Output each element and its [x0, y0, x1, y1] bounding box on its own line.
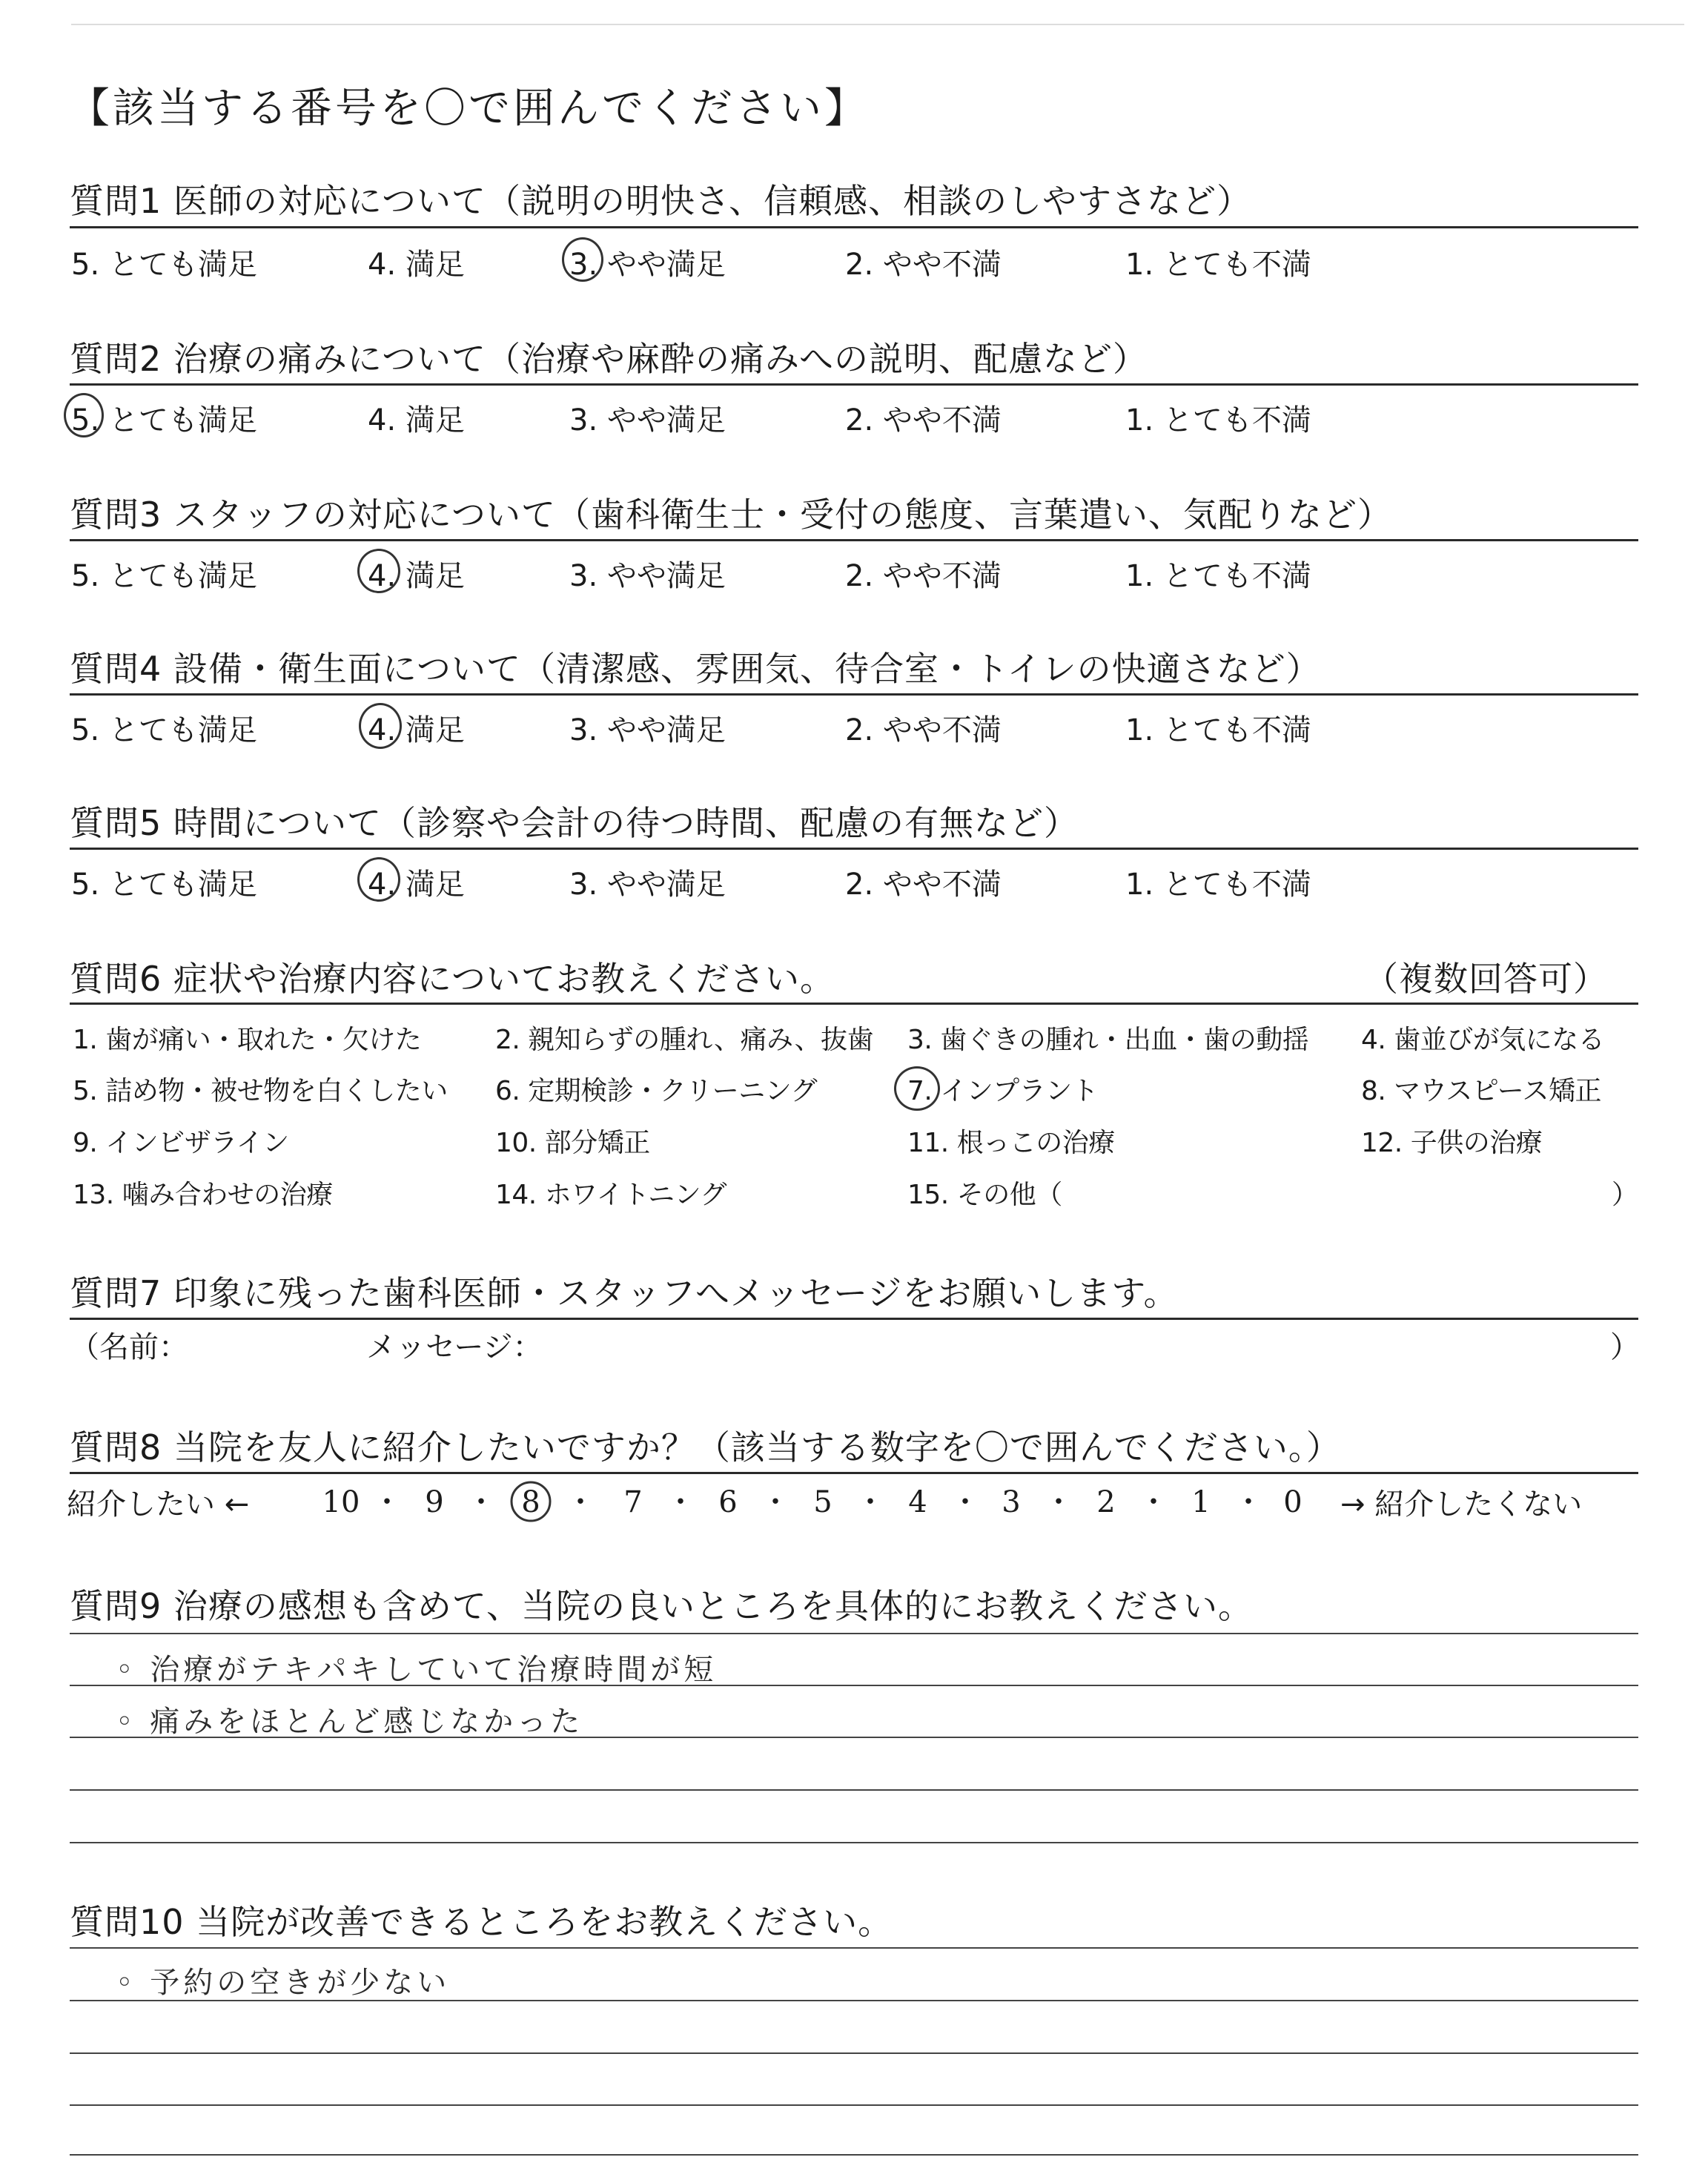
q4-option-1[interactable]: 1. とても不満 — [1125, 713, 1311, 747]
q6-item-2[interactable]: 2. 親知らずの腫れ、痛み、抜歯 — [495, 1025, 874, 1055]
q8-scale-7[interactable]: 7 — [623, 1485, 643, 1519]
q8-dot: ・ — [761, 1485, 790, 1519]
q2-answer-circle — [64, 393, 104, 437]
q8-scale-3[interactable]: 3 — [1002, 1485, 1021, 1519]
q6-item-12[interactable]: 12. 子供の治療 — [1361, 1128, 1543, 1158]
q5-option-2[interactable]: 2. やや不満 — [845, 868, 1002, 902]
q9-line — [70, 1789, 1638, 1791]
q8-scale-svg — [316, 1481, 1306, 1522]
q3-heading: 質問3 スタッフの対応について（歯科衛生士・受付の態度、言葉遣い、気配りなど） — [70, 495, 1392, 535]
q9-heading: 質問9 治療の感想も含めて、当院の良いところを具体的にお教えください。 — [70, 1586, 1253, 1626]
q7-name-label: （名前： — [70, 1330, 188, 1364]
q1-rule — [70, 226, 1638, 228]
q8-left-label: 紹介したい ← — [67, 1487, 250, 1522]
q7-close-paren: ） — [1610, 1330, 1640, 1364]
q3-option-2[interactable]: 2. やや不満 — [845, 559, 1002, 593]
q8-scale-1[interactable]: 1 — [1191, 1485, 1211, 1519]
q7-heading: 質問7 印象に残った歯科医師・スタッフへメッセージをお願いします。 — [70, 1273, 1179, 1313]
q1-option-5[interactable]: 5. とても満足 — [71, 248, 257, 282]
q1-heading: 質問1 医師の対応について（説明の明快さ、信頼感、相談のしやすさなど） — [70, 181, 1252, 221]
q8-dot: ・ — [372, 1485, 402, 1519]
q3-option-5[interactable]: 5. とても満足 — [71, 559, 257, 593]
q8-scale-6[interactable]: 6 — [718, 1485, 738, 1519]
q6-item-9[interactable]: 9. インビザライン — [73, 1128, 289, 1158]
q3-option-3[interactable]: 3. やや満足 — [569, 559, 726, 593]
q6-answer-circle — [894, 1066, 940, 1111]
q8-dot: ・ — [466, 1485, 496, 1519]
q5-option-4[interactable]: 4. 満足 — [368, 868, 465, 902]
q2-option-5[interactable]: 5. とても満足 — [71, 403, 257, 437]
q9-answer-2: ◦ 痛みをほとんど感じなかった — [116, 1705, 584, 1739]
q2-option-3[interactable]: 3. やや満足 — [569, 403, 726, 437]
q2-option-4[interactable]: 4. 満足 — [368, 403, 465, 437]
q3-answer-circle — [357, 549, 400, 593]
q5-answer-circle — [357, 857, 400, 902]
q8-scale-5[interactable]: 5 — [813, 1485, 833, 1519]
q8-scale-4[interactable]: 4 — [908, 1485, 927, 1519]
q8-heading: 質問8 当院を友人に紹介したいですか？（該当する数字を〇で囲んでください。） — [70, 1427, 1341, 1467]
q8-rule — [70, 1472, 1638, 1474]
q4-option-5[interactable]: 5. とても満足 — [71, 713, 257, 747]
q2-rule — [70, 383, 1638, 386]
q5-rule — [70, 848, 1638, 850]
q6-item-14[interactable]: 14. ホワイトニング — [495, 1180, 726, 1210]
q4-answer-circle — [359, 703, 402, 749]
q8-scale-2[interactable]: 2 — [1096, 1485, 1116, 1519]
q6-item-13[interactable]: 13. 噛み合わせの治療 — [73, 1180, 333, 1210]
q2-option-2[interactable]: 2. やや不満 — [845, 403, 1002, 437]
q1-option-4[interactable]: 4. 満足 — [368, 248, 465, 282]
q6-multiple-note: （複数回答可） — [1364, 959, 1608, 999]
q9-line — [70, 1842, 1638, 1843]
q9-line — [70, 1633, 1638, 1634]
q6-item-1[interactable]: 1. 歯が痛い・取れた・欠けた — [73, 1025, 422, 1055]
q7-rule — [70, 1318, 1638, 1320]
q8-scale-9[interactable]: 9 — [425, 1485, 444, 1519]
q6-item-7[interactable]: 7. インプラント — [907, 1076, 1099, 1106]
q10-answer-1: ◦ 予約の空きが少ない — [116, 1966, 451, 2000]
q10-line — [70, 1947, 1638, 1949]
q6-item-8[interactable]: 8. マウスピース矯正 — [1361, 1076, 1601, 1106]
q10-line — [70, 2052, 1638, 2054]
q2-option-1[interactable]: 1. とても不満 — [1125, 403, 1311, 437]
q10-line — [70, 2104, 1638, 2106]
q1-option-3[interactable]: 3. やや満足 — [569, 248, 726, 282]
q10-heading: 質問10 当院が改善できるところをお教えください。 — [70, 1902, 893, 1942]
q5-option-5[interactable]: 5. とても満足 — [71, 868, 257, 902]
q7-message-label: メッセージ： — [366, 1330, 543, 1364]
q3-option-1[interactable]: 1. とても不満 — [1125, 559, 1311, 593]
q8-right-label: → 紹介したくない — [1340, 1487, 1583, 1522]
q4-option-3[interactable]: 3. やや満足 — [569, 713, 726, 747]
q4-heading: 質問4 設備・衛生面について（清潔感、雰囲気、待合室・トイレの快適さなど） — [70, 649, 1321, 689]
q8-scale-0[interactable]: 0 — [1283, 1485, 1302, 1519]
q8-scale — [316, 1481, 1306, 1522]
q6-item-3[interactable]: 3. 歯ぐきの腫れ・出血・歯の動揺 — [907, 1025, 1309, 1055]
q1-option-1[interactable]: 1. とても不満 — [1125, 248, 1311, 282]
q1-option-2[interactable]: 2. やや不満 — [845, 248, 1002, 282]
q8-dot: ・ — [1234, 1485, 1263, 1519]
page-top-edge — [71, 24, 1684, 25]
q2-heading: 質問2 治療の痛みについて（治療や麻酔の痛みへの説明、配慮など） — [70, 339, 1148, 379]
q3-rule — [70, 539, 1638, 541]
q5-option-3[interactable]: 3. やや満足 — [569, 868, 726, 902]
q6-item-15-other[interactable]: 15. その他（ — [907, 1180, 1062, 1210]
q5-option-1[interactable]: 1. とても不満 — [1125, 868, 1311, 902]
q8-dot: ・ — [566, 1485, 595, 1519]
q8-dot: ・ — [855, 1485, 885, 1519]
q6-item-4[interactable]: 4. 歯並びが気になる — [1361, 1025, 1605, 1055]
q8-dot: ・ — [666, 1485, 695, 1519]
q3-option-4[interactable]: 4. 満足 — [368, 559, 465, 593]
q8-dot: ・ — [1044, 1485, 1073, 1519]
q8-dot: ・ — [950, 1485, 980, 1519]
q8-dot: ・ — [1139, 1485, 1168, 1519]
q5-heading: 質問5 時間について（診察や会計の待つ時間、配慮の有無など） — [70, 803, 1079, 843]
q6-item-10[interactable]: 10. 部分矯正 — [495, 1128, 650, 1158]
q4-rule — [70, 693, 1638, 696]
page-title: 【該当する番号を〇で囲んでください】 — [68, 85, 869, 133]
q6-heading: 質問6 症状や治療内容についてお教えください。 — [70, 959, 835, 999]
q4-option-4[interactable]: 4. 満足 — [368, 713, 465, 747]
q6-item-5[interactable]: 5. 詰め物・被せ物を白くしたい — [73, 1076, 448, 1106]
q1-answer-circle — [562, 237, 603, 282]
q4-option-2[interactable]: 2. やや不満 — [845, 713, 1002, 747]
q9-answer-1: ◦ 治療がテキパキしていて治療時間が短 — [116, 1653, 718, 1687]
q6-other-close-paren: ） — [1612, 1180, 1638, 1210]
q6-item-11[interactable]: 11. 根っこの治療 — [907, 1128, 1115, 1158]
q6-rule — [70, 1003, 1638, 1005]
q8-scale-8[interactable]: 8 — [521, 1485, 540, 1519]
q10-line — [70, 2154, 1638, 2156]
q6-item-6[interactable]: 6. 定期検診・クリーニング — [495, 1076, 818, 1106]
q8-scale-10[interactable]: 10 — [322, 1485, 360, 1519]
